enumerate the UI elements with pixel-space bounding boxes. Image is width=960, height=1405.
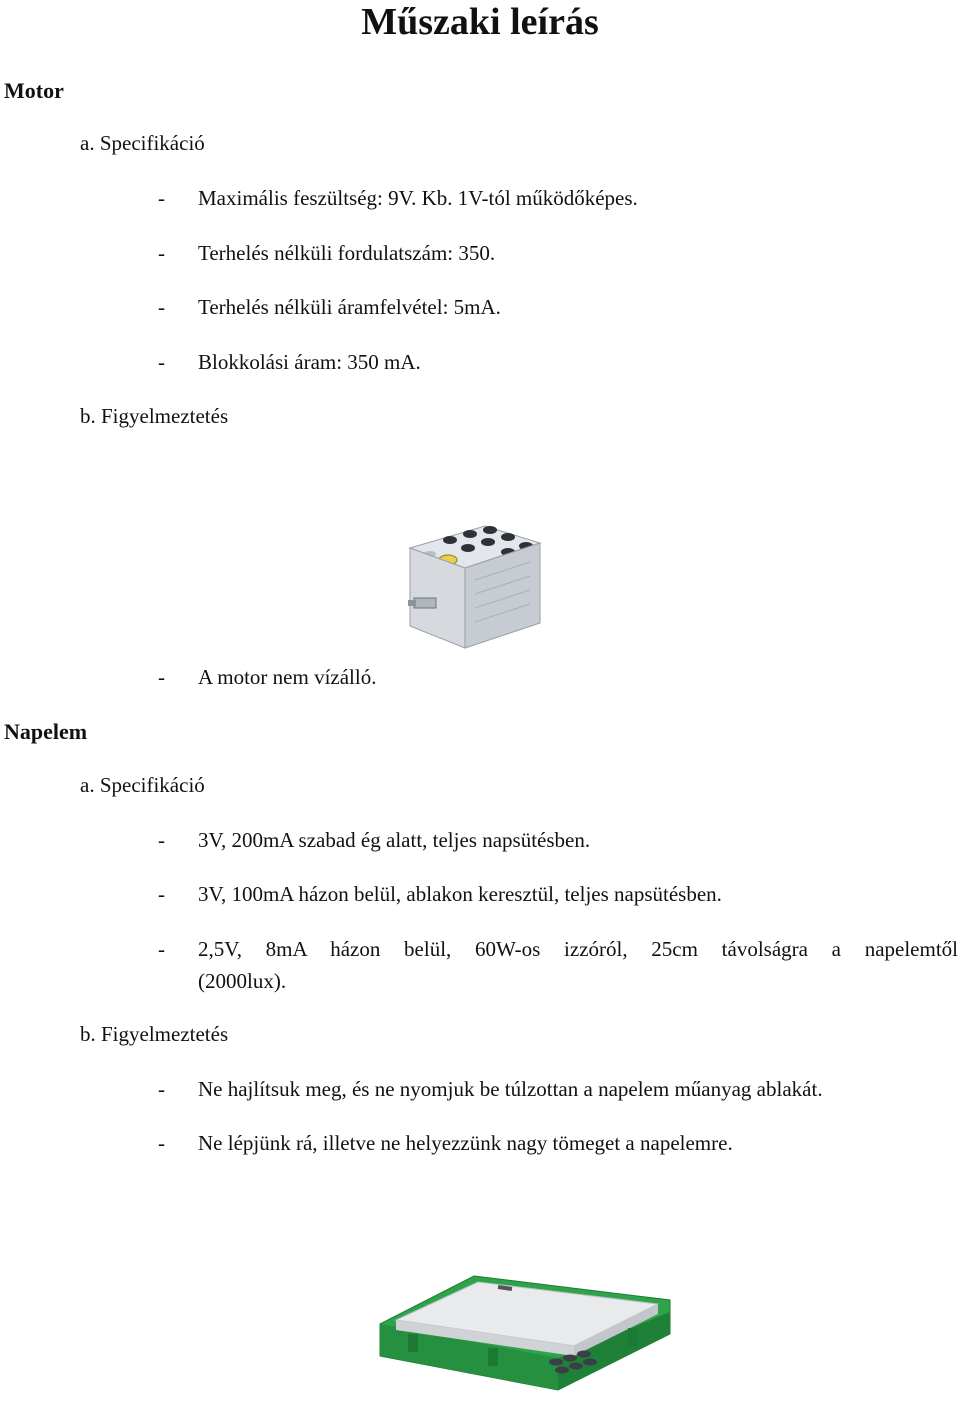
list-dash: - <box>158 295 165 319</box>
motor-warning-item: A motor nem vízálló. <box>198 665 377 689</box>
napelem-spec-item: 2,5V, 8mA házon belül, 60W-os izzóról, 25cm távolságra a napelemtől <box>198 937 958 961</box>
motor-image <box>390 508 550 658</box>
list-dash: - <box>158 665 165 689</box>
napelem-spec-item: 3V, 100mA házon belül, ablakon keresztül, teljes napsütésben. <box>198 882 722 906</box>
solar-panel-image <box>378 1262 674 1392</box>
motor-spec-item: Terhelés nélküli áramfelvétel: 5mA. <box>198 295 501 319</box>
list-dash: - <box>158 241 165 265</box>
motor-spec-item: Terhelés nélküli fordulatszám: 350. <box>198 241 496 265</box>
page-title: Műszaki leírás <box>361 1 599 43</box>
napelem-spec-label: a. Specifikáció <box>80 773 205 797</box>
motor-warning-label: b. Figyelmeztetés <box>80 404 229 428</box>
napelem-warning-label: b. Figyelmeztetés <box>80 1022 229 1046</box>
motor-spec-item: Maximális feszültség: 9V. Kb. 1V-tól működőképes. <box>198 186 638 210</box>
list-dash: - <box>158 828 165 852</box>
napelem-warning-item: Ne hajlítsuk meg, és ne nyomjuk be túlzottan a napelem műanyag ablakát. <box>198 1077 823 1101</box>
list-dash: - <box>158 186 165 210</box>
list-dash: - <box>158 350 165 374</box>
section-heading-napelem: Napelem <box>4 719 88 744</box>
napelem-warning-item: Ne lépjünk rá, illetve ne helyezzünk nagy tömeget a napelemre. <box>198 1131 733 1155</box>
napelem-spec-item: 3V, 200mA szabad ég alatt, teljes napsütésben. <box>198 828 591 852</box>
motor-spec-label: a. Specifikáció <box>80 131 205 155</box>
list-dash: - <box>158 1077 165 1101</box>
list-dash: - <box>158 1131 165 1155</box>
list-dash: - <box>158 937 165 961</box>
napelem-spec-item-continued: (2000lux). <box>198 969 287 993</box>
list-dash: - <box>158 882 165 906</box>
motor-spec-item: Blokkolási áram: 350 mA. <box>198 350 421 374</box>
section-heading-motor: Motor <box>4 78 64 103</box>
